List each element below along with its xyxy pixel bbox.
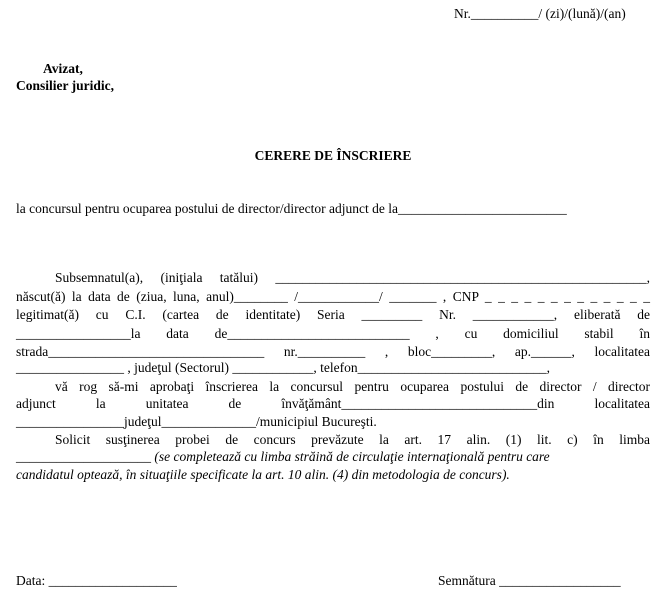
avizat-label: Avizat, (43, 61, 83, 76)
language-blank: ____________________ (16, 449, 151, 464)
legal-advisor-label: Consilier juridic, (16, 78, 115, 93)
body-line-4: _________________la data de___________________________ , cu domiciliul stabil în (16, 326, 650, 341)
body-line-11 (16, 449, 550, 465)
document-title: CERERE DE ÎNSCRIERE (254, 148, 412, 163)
body-line-5: strada________________________________ nr.__________ , bloc_________, ap.______, localitatea (16, 344, 650, 359)
registration-number: Nr.__________/ (zi)/(lună)/(an) (454, 6, 626, 21)
language-note: (se completează cu limba străină de circulaţie internaţională pentru care (154, 449, 550, 464)
body-line-7: vă rog să-mi aprobaţi înscrierea la concursul pentru ocuparea postului de director / director (55, 379, 650, 394)
body-line-8: adjunct la unitatea de învăţământ_____________________________din localitatea (16, 396, 650, 411)
body-line-2: născut(ă) la data de (ziua, luna, anul)________ /____________/ _______ , CNP _ _ _ _ _ _ _ _ _ _ _ _ _ (16, 289, 650, 304)
date-field: Data: ___________________ (16, 573, 177, 588)
body-line-3: legitimat(ă) cu C.I. (cartea de identitate) Seria _________ Nr. ____________, eliberată de (16, 307, 650, 322)
body-line-10: Solicit susţinerea probei de concurs prevăzute la art. 17 alin. (1) lit. c) în limba (55, 432, 650, 447)
signature-field: Semnătura __________________ (438, 573, 621, 588)
document-subtitle: la concursul pentru ocuparea postului de director/director adjunct de la_________________________ (16, 201, 567, 216)
body-line-6: ________________ , judeţul (Sectorul) ____________, telefon____________________________, (16, 360, 550, 375)
body-line-1: Subsemnatul(a), (iniţiala tatălui) _______________________________________________________, (55, 270, 650, 285)
body-line-12: candidatul optează, în situaţiile specificate la art. 10 alin. (4) din metodologia de concurs). (16, 467, 510, 482)
body-line-9: ________________judeţul______________/municipiul Bucureşti. (16, 414, 377, 429)
